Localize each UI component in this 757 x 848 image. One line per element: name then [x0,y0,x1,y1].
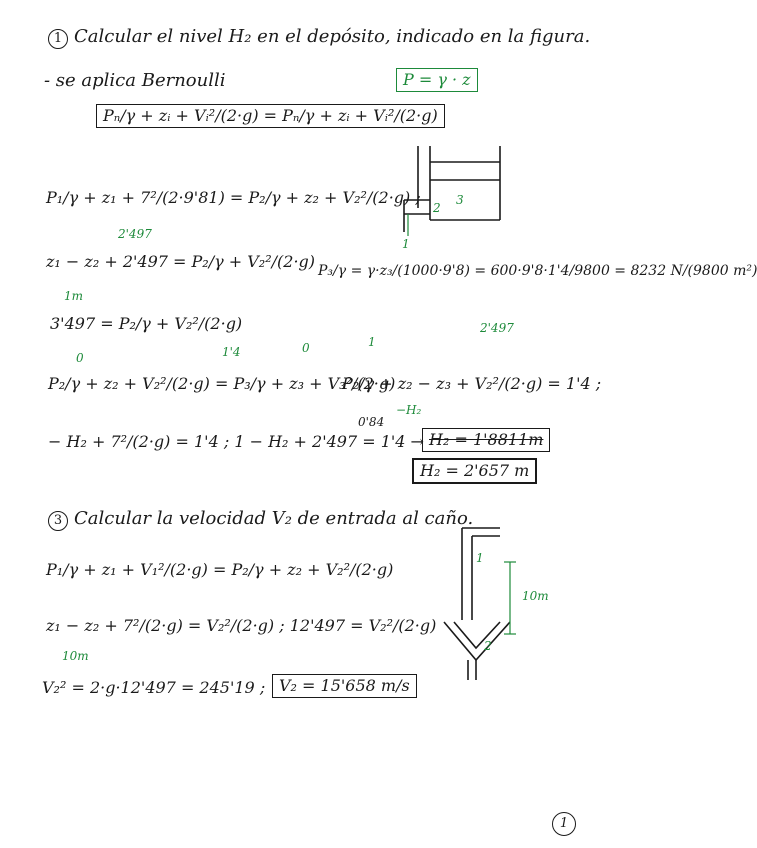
step4-note-3: 0 [302,341,310,355]
figure2-label-1: 1 [476,551,484,565]
problem3-eq2-note: 10m [62,649,89,663]
struck-result: H₂ = 1'8811m [422,428,550,452]
bernoulli-note: - se aplica Bernoulli [44,70,226,91]
problem3-result: V₂ = 15'658 m/s [272,674,417,698]
step5-note-2: −H₂ [396,403,422,417]
problem3-eq1: P₁/γ + z₁ + V₁²/(2·g) = P₂/γ + z₂ + V₂²/(2·g) [46,560,394,579]
step6-note: 0'84 [358,415,385,429]
step6-equation: − H₂ + 7²/(2·g) = 1'4 ; 1 − H₂ + 2'497 = 1'4 → [48,432,424,451]
step1-note: 2'497 [118,227,152,241]
page-number: 1 [552,812,576,836]
problem1-result: H₂ = 2'657 m [412,458,537,484]
problem1-number: 1 [48,29,68,49]
figure2-height: 10m [522,589,549,603]
problem1-title: Calcular el nivel H₂ en el depósito, indicado en la figura. [74,26,591,47]
step4-note-2: 1'4 [222,345,241,359]
problem3-title: Calcular la velocidad V₂ de entrada al caño. [74,508,474,529]
bernoulli-equation: Pₙ/γ + zᵢ + Vᵢ²/(2·g) = Pₙ/γ + zᵢ + Vᵢ²/(2·g) [96,104,445,128]
problem3-eq3: V₂² = 2·g·12'497 = 245'19 ; [42,678,266,697]
figure2-label-2: 2 [484,639,492,653]
problem3-number: 3 [48,511,68,531]
step3-equation: 3'497 = P₂/γ + V₂²/(2·g) [50,314,243,333]
figure1-label-3: 3 [456,193,464,207]
step5-note-3: 2'497 [480,321,514,335]
step4-note-1: 0 [76,351,84,365]
p3-equation: P₃/γ = γ·z₃/(1000·9'8) = 600·9'8·1'4/9800 = 8232 N/(9800 m²) [318,263,757,279]
figure1-label-1: 1 [402,237,410,251]
step1-equation: P₁/γ + z₁ + 7²/(2·9'81) = P₂/γ + z₂ + V₂²/(2·g) ; [46,188,421,207]
figure1-label-2: 2 [433,201,441,215]
problem3-eq2: z₁ − z₂ + 7²/(2·g) = V₂²/(2·g) ; 12'497 = V₂²/(2·g) [46,616,437,635]
step4-equation: P₂/γ + z₂ + V₂²/(2·g) = P₃/γ + z₃ + V₃²/(2·g) [48,374,396,393]
step5-equation: P₂/γ + z₂ − z₃ + V₂²/(2·g) = 1'4 ; [342,374,602,393]
step5-note-1: 1 [368,335,376,349]
pressure-formula: P = γ · z [396,68,478,92]
step2-equation: z₁ − z₂ + 2'497 = P₂/γ + V₂²/(2·g) [46,252,316,271]
step2-note: 1m [64,289,84,303]
